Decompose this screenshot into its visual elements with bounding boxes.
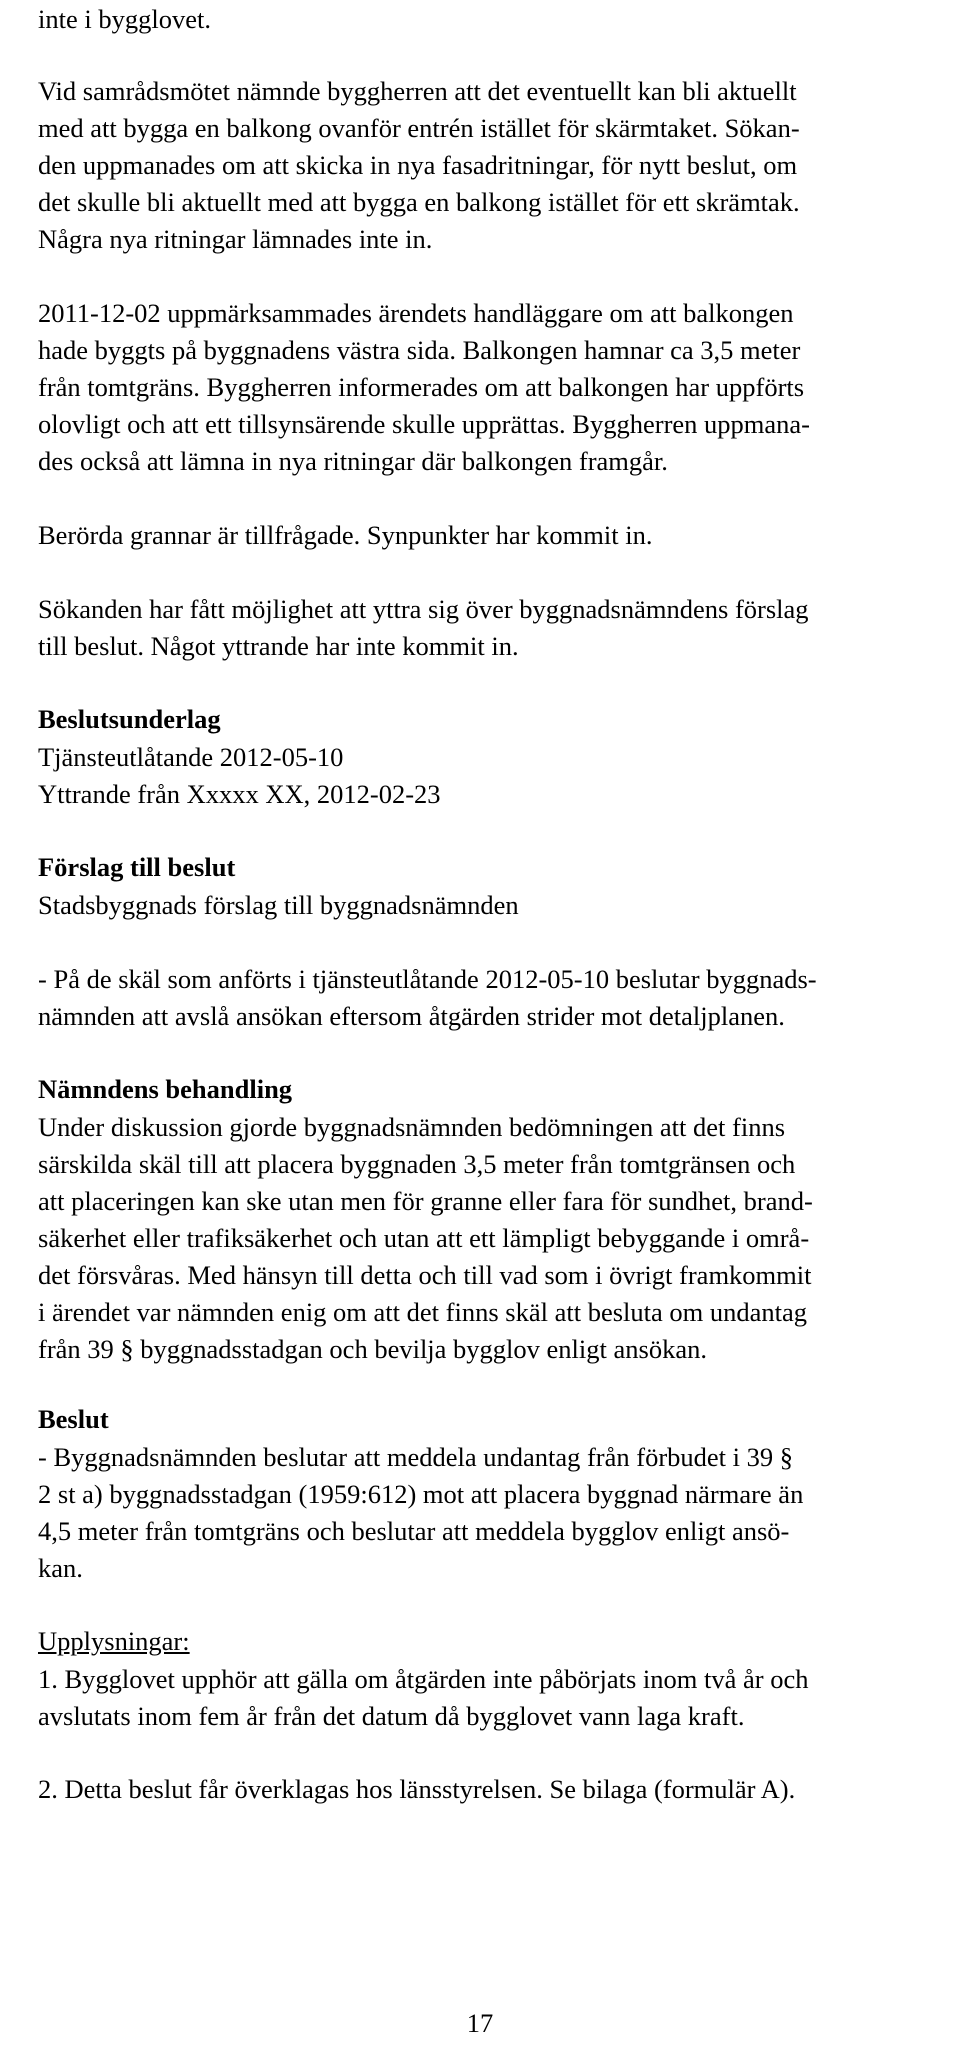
text-line: 2. Detta beslut får överklagas hos länsstyrelsen. Se bilaga (formulär A). [38,1774,796,1804]
text-line: den uppmanades om att skicka in nya fasadritningar, för nytt beslut, om [38,150,798,180]
text-line: Tjänsteutlåtande 2012-05-10 [38,742,344,772]
text-line: Vid samrådsmötet nämnde byggherren att det eventuellt kan bli aktuellt [38,76,797,106]
page-number: 17 [466,2008,494,2038]
text-line: 2011-12-02 uppmärksammades ärendets handläggare om att balkongen [38,298,794,328]
text-line: det skulle bli aktuellt med att bygga en balkong istället för ett skrämtak. [38,187,800,217]
text-line: Stadsbyggnads förslag till byggnadsnämnden [38,890,519,920]
text-line: Sökanden har fått möjlighet att yttra sig över byggnadsnämndens förslag [38,594,809,624]
text-line: Beslutsunderlag [38,704,221,734]
text-line: hade byggts på byggnadens västra sida. Balkongen hamnar ca 3,5 meter [38,335,801,365]
text-line: säkerhet eller trafiksäkerhet och utan att ett lämpligt bebyggande i områ- [38,1223,810,1253]
text-line: särskilda skäl till att placera byggnaden 3,5 meter från tomtgränsen och [38,1149,796,1179]
text-line: med att bygga en balkong ovanför entrén istället för skärmtaket. Sökan- [38,113,800,143]
text-line: des också att lämna in nya ritningar där balkongen framgår. [38,446,668,476]
text-line: olovligt och att ett tillsynsärende skulle upprättas. Byggherren uppmana- [38,409,810,439]
text-line: från tomtgräns. Byggherren informerades om att balkongen har uppförts [38,372,805,402]
text-line: från 39 § byggnadsstadgan och bevilja bygglov enligt ansökan. [38,1334,707,1364]
text-line: att placeringen kan ske utan men för granne eller fara för sundhet, brand- [38,1186,813,1216]
text-line: Yttrande från Xxxxx XX, 2012-02-23 [38,779,441,809]
text-line: - På de skäl som anförts i tjänsteutlåtande 2012-05-10 beslutar byggnads- [38,964,817,994]
text-line: Några nya ritningar lämnades inte in. [38,224,433,254]
text-line: - Byggnadsnämnden beslutar att meddela undantag från förbudet i 39 § [38,1442,794,1472]
text-line: Nämndens behandling [38,1074,293,1104]
text-line: Under diskussion gjorde byggnadsnämnden bedömningen att det finns [38,1112,786,1142]
text-line: inte i bygglovet. [38,4,211,34]
text-line: 1. Bygglovet upphör att gälla om åtgärden inte påbörjats inom två år och [38,1664,809,1694]
text-line: Beslut [38,1404,109,1434]
text-line: kan. [38,1553,83,1583]
text-line: avslutats inom fem år från det datum då bygglovet vann laga kraft. [38,1701,745,1731]
text-line: nämnden att avslå ansökan eftersom åtgärden strider mot detaljplanen. [38,1001,785,1031]
text-line: 2 st a) byggnadsstadgan (1959:612) mot att placera byggnad närmare än [38,1479,804,1509]
text-line: Förslag till beslut [38,852,236,882]
text-line: 4,5 meter från tomtgräns och beslutar att meddela bygglov enligt ansö- [38,1516,790,1546]
text-line: i ärendet var nämnden enig om att det finns skäl att besluta om undantag [38,1297,808,1327]
text-line: till beslut. Något yttrande har inte kommit in. [38,631,519,661]
text-line: Berörda grannar är tillfrågade. Synpunkter har kommit in. [38,520,653,550]
text-line: det försvåras. Med hänsyn till detta och till vad som i övrigt framkommit [38,1260,812,1290]
text-line: Upplysningar: [38,1626,190,1656]
